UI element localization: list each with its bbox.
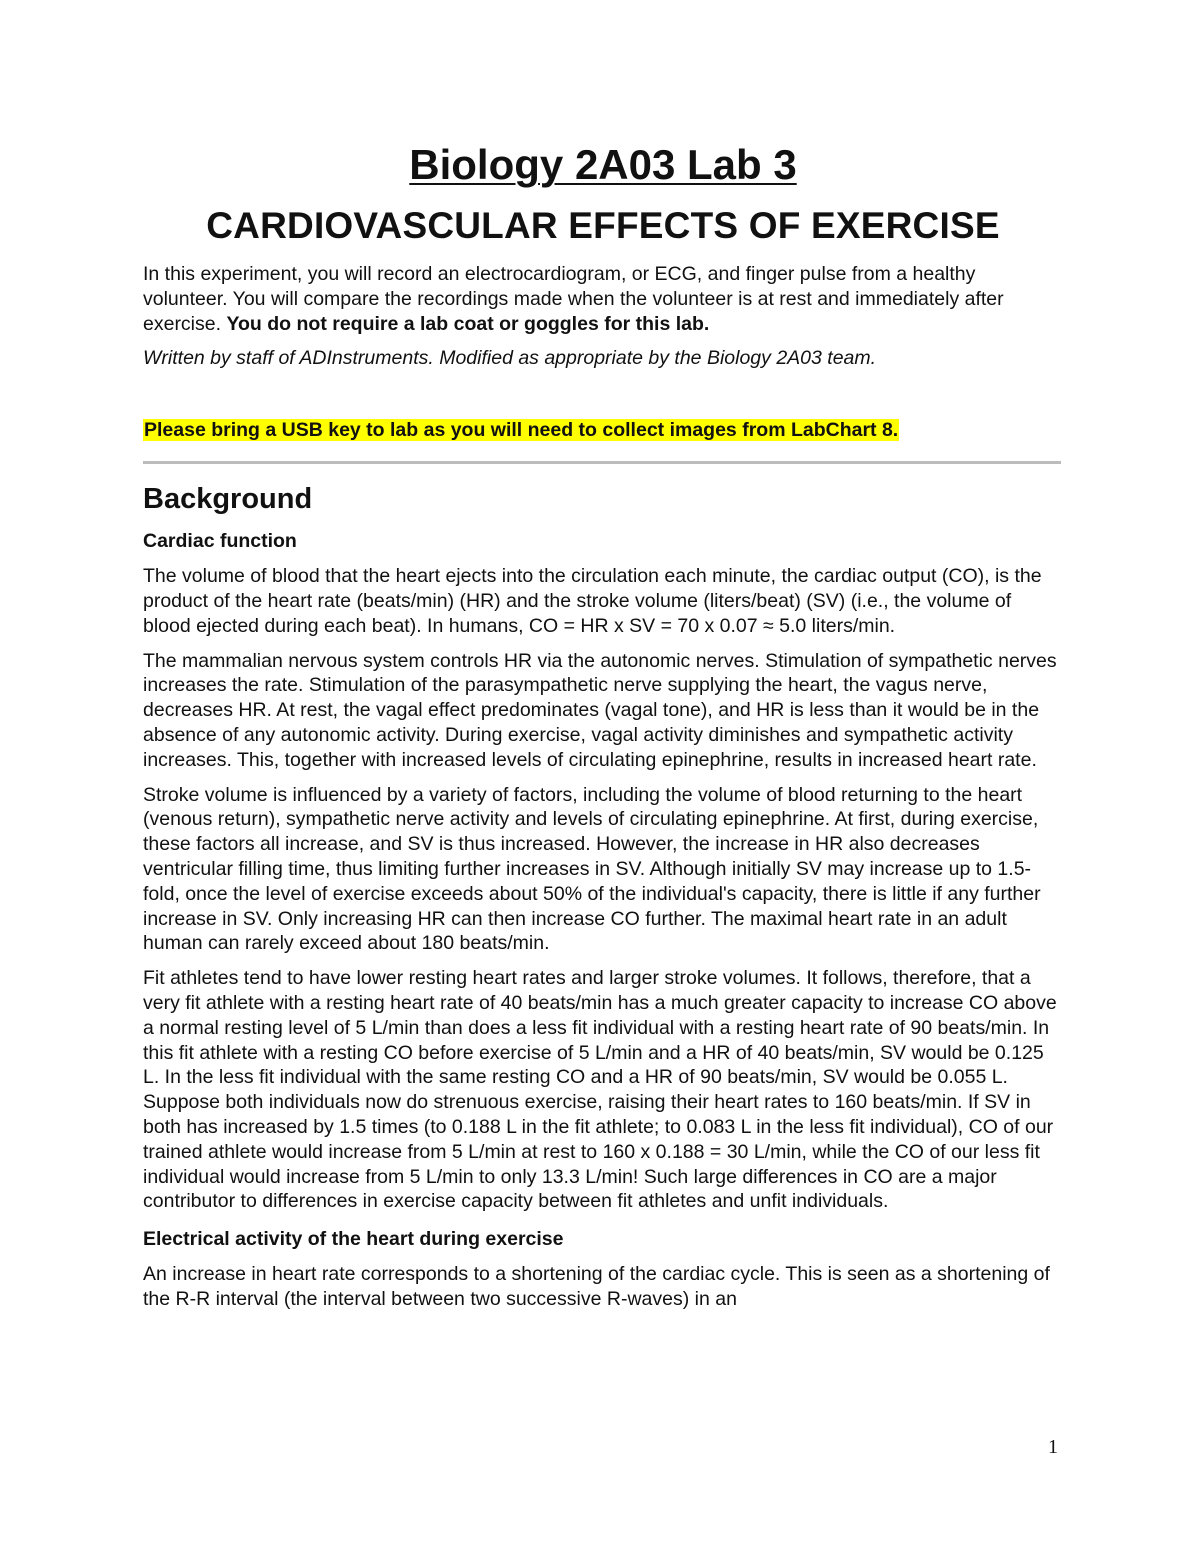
intro-bold-note: You do not require a lab coat or goggles for this lab.	[226, 312, 710, 335]
intro-text: In this experiment, you will record an electrocardiogram, or ECG, and finger pulse from a healthy volunteer. You will compare the recordings made when the volunteer is at rest and immediately after exercise.	[143, 263, 1004, 335]
heart-rate-paragraph: An increase in heart rate corresponds to a shortening of the cardiac cycle. This is seen as a shortening of the R-R interval (the interval between two successive R-waves) in an	[143, 1263, 1050, 1310]
notice-block	[143, 417, 1063, 443]
cardiac-output-paragraph: The volume of blood that the heart ejects into the circulation each minute, the cardiac output (CO), is the product of the heart rate (beats/min) (HR) and the stroke volume (liters/beat) (SV) (i.e., the volume of blood ejected during each beat). In humans, CO = HR x SV = 70 x 0.07 ≈ 5.0 liters/min.	[143, 565, 1042, 637]
horizontal-divider	[143, 461, 1061, 464]
intro-paragraph	[143, 262, 1063, 336]
nervous-system-paragraph: The mammalian nervous system controls HR via the autonomic nerves. Stimulation of sympathetic nerves increases the rate. Stimulation of the parasympathetic nerve supplying the heart, the vagus nerve, decreases HR. At rest, the vagal effect predominates (vagal tone), and HR is less than it would be in the absence of any autonomic activity. During exercise, vagal activity diminishes and sympathetic activity increases. This, together with increased levels of circulating epinephrine, results in increased heart rate.	[143, 649, 1057, 771]
document-title: Biology 2A03 Lab 3	[409, 141, 797, 188]
stroke-volume-paragraph: Stroke volume is influenced by a variety of factors, including the volume of blood returning to the heart (venous return), sympathetic nerve activity and levels of circulating epinephrine. At first, during exercise, these factors all increase, and SV is thus increased. However, the increase in HR also decreases ventricular filling time, thus limiting further increases in SV. Although initially SV may increase up to 1.5-fold, once the level of exercise exceeds about 50% of the individual's capacity, there is little if any further increase in SV. Only increasing HR can then increase CO further. The maximal heart rate in an adult human can rarely exceed about 180 beats/min.	[143, 783, 1041, 955]
fit-athletes-paragraph: Fit athletes tend to have lower resting heart rates and larger stroke volumes. It follows, therefore, that a very fit athlete with a resting heart rate of 40 beats/min has a much greater capacity to increase CO above a normal resting level of 5 L/min than does a less fit individual with a resting heart rate of 90 beats/min. In this fit athlete with a resting CO before exercise of 5 L/min and a HR of 40 beats/min, SV would be 0.125 L. In the less fit individual with the same resting CO and a HR of 90 beats/min, SV would be 0.055 L. Suppose both individuals now do strenuous exercise, raising their heart rates to 160 beats/min. If SV in both has increased by 1.5 times (to 0.188 L in the fit athlete; to 0.083 L in the less fit individual), CO of our trained athlete would increase from 5 L/min at rest to 160 x 0.188 = 30 L/min, while the CO of our less fit individual would increase from 5 L/min to only 13.3 L/min! Such large differences in CO are a major contributor to differences in exercise capacity between fit athletes and unfit individuals.	[143, 967, 1057, 1213]
document-subtitle: CARDIOVASCULAR EFFECTS OF EXERCISE	[206, 205, 1000, 246]
author-credit: Written by staff of ADInstruments. Modified as appropriate by the Biology 2A03 team.	[143, 347, 877, 370]
electrical-activity-heading: Electrical activity of the heart during exercise	[143, 1228, 564, 1251]
usb-notice-highlight: Please bring a USB key to lab as you will need to collect images from LabChart 8.	[144, 419, 899, 442]
background-heading: Background	[143, 483, 313, 516]
document-page	[143, 140, 1063, 1312]
cardiac-function-heading: Cardiac function	[143, 530, 297, 553]
page-number: 1	[1048, 1436, 1058, 1458]
